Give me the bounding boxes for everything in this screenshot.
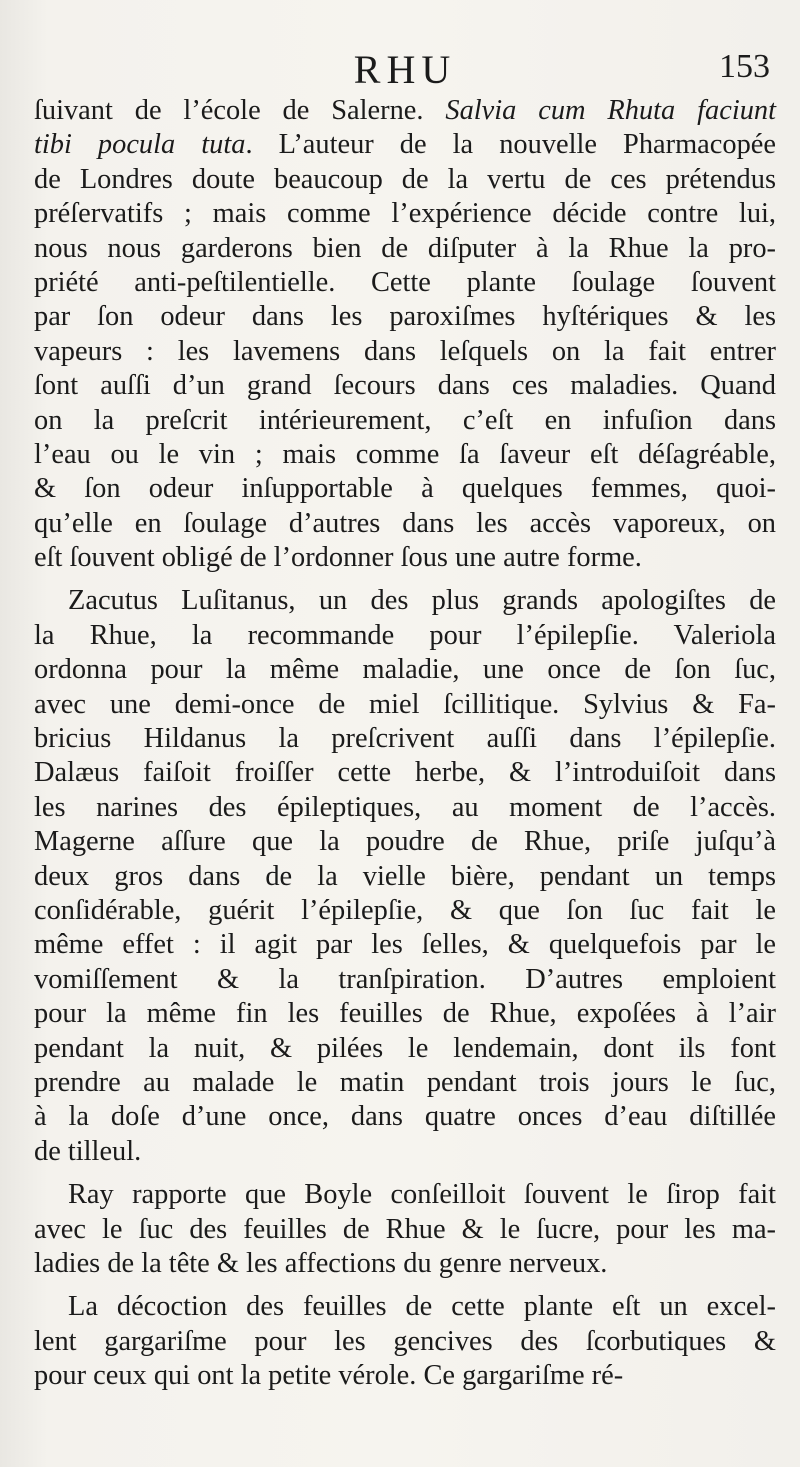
text-run: avec le ſuc des feuilles de Rhue & le ſucre, pour les ma- bbox=[34, 1213, 776, 1245]
text-run: . L’auteur de la nouvelle Pharmacopée bbox=[245, 129, 776, 161]
text-line bbox=[34, 894, 776, 928]
text-line bbox=[34, 653, 776, 687]
text-line bbox=[34, 507, 776, 541]
text-run: de Londres doute beaucoup de la vertu de ces prétendus bbox=[34, 163, 776, 195]
page-header bbox=[34, 46, 776, 94]
text-line bbox=[34, 1100, 776, 1134]
text-run: ordonna pour la même maladie, une once de ſon ſuc, bbox=[34, 654, 776, 686]
text-line bbox=[34, 232, 776, 266]
text-run: on la preſcrit intérieurement, c’eſt en infuſion dans bbox=[34, 404, 776, 436]
text-line bbox=[34, 928, 776, 962]
text-line bbox=[34, 369, 776, 403]
paragraph bbox=[34, 1290, 776, 1393]
paragraph bbox=[34, 1178, 776, 1281]
text-line bbox=[34, 619, 776, 653]
text-run: vomiſſement & la tranſpiration. D’autres emploient bbox=[34, 963, 776, 995]
text-line bbox=[34, 1359, 776, 1393]
text-run: lent gargariſme pour les gencives des ſcorbutiques & bbox=[34, 1325, 776, 1357]
text-run: ladies de la tête & les affections du genre nerveux. bbox=[34, 1247, 608, 1279]
text-run: pour ceux qui ont la petite vérole. Ce gargariſme ré- bbox=[34, 1360, 624, 1392]
text-line bbox=[34, 1178, 776, 1212]
italic-text: tibi pocula tuta bbox=[34, 129, 246, 161]
text-line bbox=[34, 963, 776, 997]
text-line bbox=[34, 541, 776, 575]
text-line bbox=[34, 722, 776, 756]
text-run: Zacutus Luſitanus, un des plus grands apologiſtes de bbox=[68, 585, 776, 617]
text-line bbox=[34, 756, 776, 790]
paragraph bbox=[34, 584, 776, 1169]
text-run: les narines des épileptiques, au moment de l’accès. bbox=[34, 791, 776, 823]
text-run: avec une demi-once de miel ſcillitique. Sylvius & Fa- bbox=[34, 688, 776, 720]
text-line bbox=[34, 584, 776, 618]
text-line bbox=[34, 1066, 776, 1100]
text-line bbox=[34, 197, 776, 231]
text-line bbox=[34, 1325, 776, 1359]
text-line bbox=[34, 997, 776, 1031]
text-line bbox=[34, 94, 776, 128]
text-run: ſont auſſi d’un grand ſecours dans ces maladies. Quand bbox=[34, 370, 776, 402]
text-line bbox=[34, 1290, 776, 1324]
text-run: même effet : il agit par les ſelles, & quelquefois par le bbox=[34, 929, 776, 961]
text-run: pendant la nuit, & pilées le lendemain, dont ils font bbox=[34, 1032, 776, 1064]
running-head: RHU bbox=[353, 47, 457, 92]
text-line bbox=[34, 860, 776, 894]
text-line bbox=[34, 438, 776, 472]
text-run: bricius Hildanus la preſcrivent auſſi dans l’épilepſie. bbox=[34, 723, 776, 755]
text-line bbox=[34, 266, 776, 300]
text-line bbox=[34, 1247, 776, 1281]
text-run: pour la même fin les feuilles de Rhue, expoſées à l’air bbox=[34, 998, 776, 1030]
text-line bbox=[34, 300, 776, 334]
text-run: vapeurs : les lavemens dans leſquels on la fait entrer bbox=[34, 335, 776, 367]
text-run: qu’elle en ſoulage d’autres dans les accès vaporeux, on bbox=[34, 507, 776, 539]
text-run: La décoction des feuilles de cette plante eſt un excel- bbox=[68, 1291, 776, 1323]
body-text bbox=[34, 94, 776, 1393]
text-run: l’eau ou le vin ; mais comme ſa ſaveur eſt déſagréable, bbox=[34, 438, 776, 470]
text-run: ſuivant de l’école de Salerne. bbox=[34, 95, 446, 126]
text-line bbox=[34, 335, 776, 369]
text-run: nous nous garderons bien de diſputer à la Rhue la pro- bbox=[34, 232, 776, 264]
text-line bbox=[34, 688, 776, 722]
text-run: par ſon odeur dans les paroxiſmes hyſtériques & les bbox=[34, 301, 776, 333]
text-run: Magerne aſſure que la poudre de Rhue, priſe juſqu’à bbox=[34, 826, 776, 858]
text-run: prendre au malade le matin pendant trois jours le ſuc, bbox=[34, 1066, 776, 1098]
text-line bbox=[34, 128, 776, 162]
text-run: Ray rapporte que Boyle conſeilloit ſouvent le ſirop fait bbox=[68, 1179, 776, 1211]
text-run: la Rhue, la recommande pour l’épilepſie. Valeriola bbox=[34, 619, 776, 651]
text-run: préſervatifs ; mais comme l’expérience décide contre lui, bbox=[34, 198, 776, 230]
text-line bbox=[34, 1032, 776, 1066]
text-run: deux gros dans de la vielle bière, pendant un temps bbox=[34, 860, 776, 892]
text-line bbox=[34, 404, 776, 438]
text-run: à la doſe d’une once, dans quatre onces d’eau diſtillée bbox=[34, 1101, 776, 1133]
text-run: priété anti-peſtilentielle. Cette plante ſoulage ſouvent bbox=[34, 266, 776, 298]
text-run: Dalæus faiſoit froiſſer cette herbe, & l’introduiſoit dans bbox=[34, 757, 776, 789]
text-line bbox=[34, 825, 776, 859]
text-line bbox=[34, 791, 776, 825]
text-run: eſt ſouvent obligé de l’ordonner ſous une autre forme. bbox=[34, 542, 642, 574]
text-line bbox=[34, 472, 776, 506]
page-number: 153 bbox=[719, 48, 770, 85]
text-line bbox=[34, 1135, 776, 1169]
text-run: de tilleul. bbox=[34, 1135, 142, 1167]
italic-text: Salvia cum Rhuta faciunt bbox=[445, 95, 776, 126]
text-run: conſidérable, guérit l’épilepſie, & que ſon ſuc fait le bbox=[34, 894, 776, 926]
text-line bbox=[34, 163, 776, 197]
paragraph bbox=[34, 94, 776, 575]
text-run: & ſon odeur inſupportable à quelques femmes, quoi- bbox=[34, 473, 776, 505]
text-line bbox=[34, 1213, 776, 1247]
